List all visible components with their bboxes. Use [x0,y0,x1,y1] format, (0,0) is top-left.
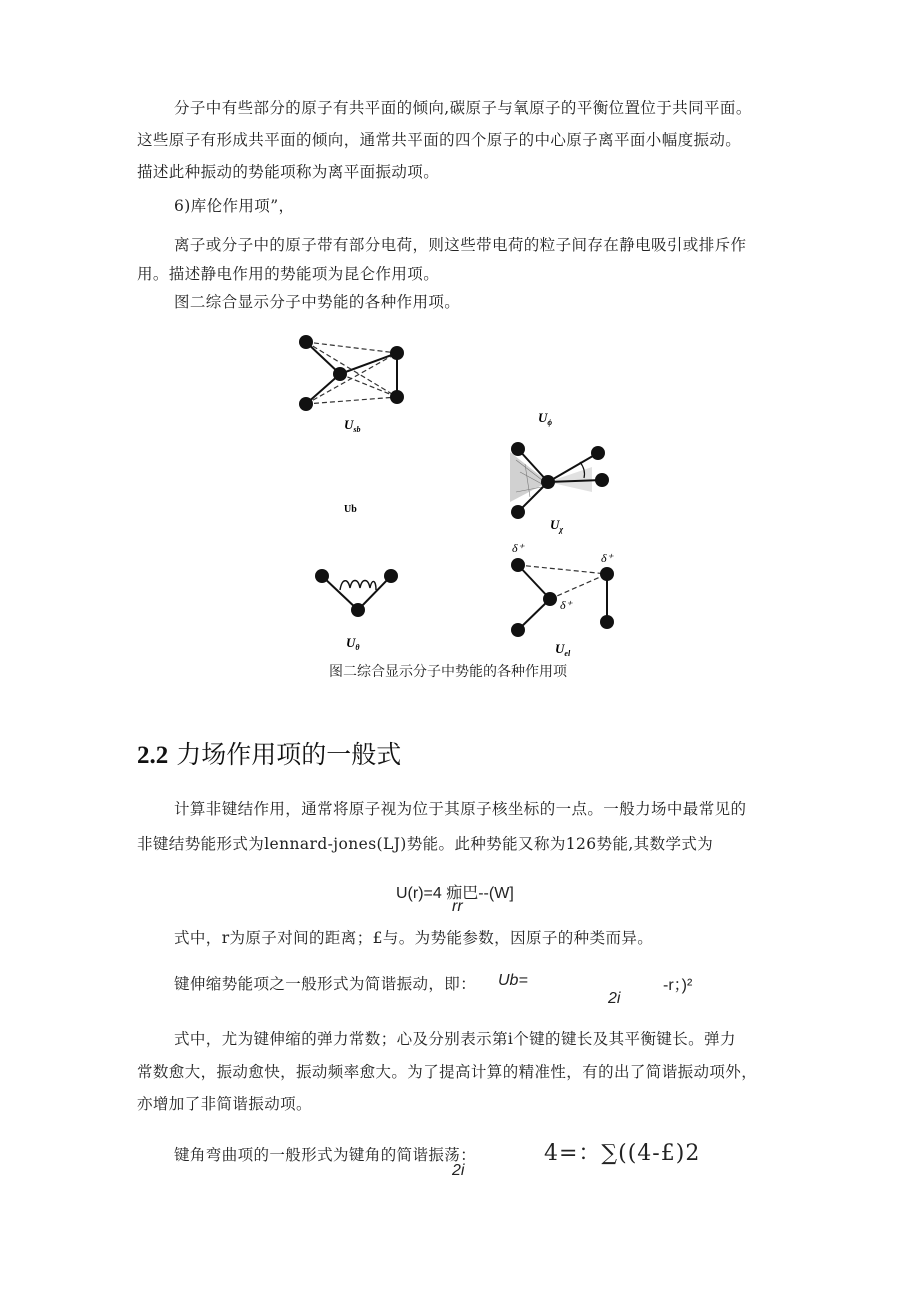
section-number: 2.2 [137,742,169,769]
label-delta-3: δ⁺ [560,598,572,612]
angle-text: 键角弯曲项的一般形式为键角的简谐振荡： [174,1146,477,1164]
angle-denominator: 2i [452,1162,465,1179]
bond-right: -r；)² [663,977,693,994]
para1-line3: 描述此种振动的势能项称为离平面振动项。 [137,163,440,181]
label-delta-2: δ⁺ [601,551,613,565]
lj-formula: U(r)=4 痂巴--(W] [396,885,514,902]
para6-line2: 常数愈大，振动愈快，振动频率愈大。为了提高计算的精准性，有的出了简谐振动项外， [137,1063,758,1081]
bond-denominator: 2i [608,990,621,1007]
label-uel: $U_{el}$ [555,641,571,658]
bond-ub: Ub= [498,972,528,989]
para1-line2: 这些原子有形成共平面的倾向，通常共平面的四个原子的中心原子离平面小幅度振动。 [137,131,742,149]
section-heading [137,735,401,771]
lj-formula-denominator: rr [452,898,463,915]
para2-line1: 离子或分子中的原子带有部分电荷，则这些带电荷的粒子间存在静电吸引或排斥作 [174,236,747,254]
para2-line2: 用。描述静电作用的势能项为昆仑作用项。 [137,265,440,283]
utheta-panel [315,569,398,617]
para6-line3: 亦增加了非简谐振动项。 [137,1095,312,1113]
item-6-heading: 6)库伦作用项”， [174,197,295,215]
para1-line1: 分子中有些部分的原子有共平面的倾向,碳原子与氧原子的平衡位置位于共同平面。 [174,99,752,117]
para5: 式中，r为原子对间的距离；£与。为势能参数，因原子的种类而异。 [174,929,654,947]
figure-intro: 图二综合显示分子中势能的各种作用项。 [174,293,461,311]
label-delta-1: δ⁺ [512,541,524,555]
bond-text: 键伸缩势能项之一般形式为简谐振动，即： [174,975,477,993]
label-ub: Ub [344,504,357,515]
angle-formula: 4=：∑((4-£)2 [544,1141,701,1166]
figure-caption: 图二综合显示分子中势能的各种作用项 [329,664,567,680]
para4-line2: 非键结势能形式为lennard-jones(LJ)势能。此种势能又称为126势能,其数学式为 [137,835,714,853]
usb-panel [299,335,404,411]
label-utheta: $U_\theta$ [346,635,360,652]
para6-line1: 式中，尤为键伸缩的弹力常数；心及分别表示第i个键的键长及其平衡键长。弹力 [174,1030,736,1048]
para4-line1: 计算非键结作用，通常将原子视为位于其原子核坐标的一点。一般力场中最常见的 [174,800,747,818]
uphi-panel [510,442,609,519]
molecular-interaction-figure [280,322,640,662]
label-uphi: $U_\phi$ [538,410,553,427]
label-usb: $U_{sb}$ [344,417,361,434]
label-uchi: $U_\chi$ [550,517,564,534]
section-title: 力场作用项的一般式 [176,740,402,769]
